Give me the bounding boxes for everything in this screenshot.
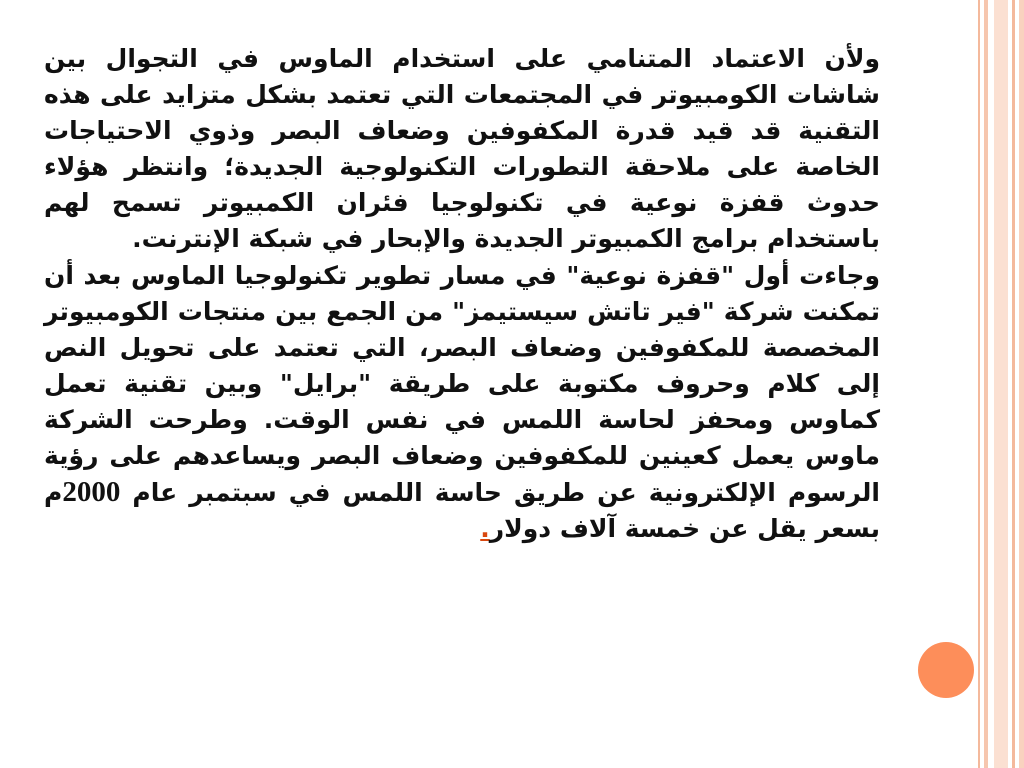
paragraph-2-ending: م بسعر يقل عن خمسة آلاف دولار [44, 478, 880, 544]
paragraph-2-text: وجاءت أول "قفزة نوعية" في مسار تطوير تكنولوجيا الماوس بعد أن تمكنت شركة "فير تاتش سيستيمز" من الجمع بين منتجات الكومبيوتر المخصصة للمكفوفين وضعاف البصر، التي تعتمد على تحويل النص إلى كلام وحروف مكتوبة على طريقة "برايل" وبين تقنية تعمل كماوس ومحفز لحاسة اللمس في نفس الوقت. وطرحت الشركة ماوس يعمل كعينين للمكفوفين وضعاف البصر ويساعدهم على رؤية الرسوم الإلكترونية عن طريق حاسة اللمس في سبتمبر عام [44, 260, 880, 508]
slide-body-text [44, 41, 880, 547]
border-stripe [984, 0, 988, 768]
year-number: 2000 [62, 476, 121, 509]
paragraph-2 [44, 258, 880, 548]
paragraph-1: ولأن الاعتماد المتنامي على استخدام الماوس في التجوال بين شاشات الكومبيوتر في المجتمعات التي تعتمد بشكل متزايد على هذه التقنية قد قيد قدرة المكفوفين وضعاف البصر وذوي الاحتياجات الخاصة على ملاحقة التطورات التكنولوجية الجديدة؛ وانتظر هؤلاء حدوث قفزة نوعية في تكنولوجيا فئران الكمبيوتر تسمح لهم باستخدام برامج الكمبيوتر الجديدة والإبحار في شبكة الإنترنت. [44, 44, 880, 254]
border-stripe [1012, 0, 1015, 768]
end-mark: . [480, 514, 490, 544]
border-stripe [978, 0, 980, 768]
decorative-circle-icon [918, 642, 974, 698]
border-stripe [1019, 0, 1024, 768]
border-stripe [994, 0, 1008, 768]
